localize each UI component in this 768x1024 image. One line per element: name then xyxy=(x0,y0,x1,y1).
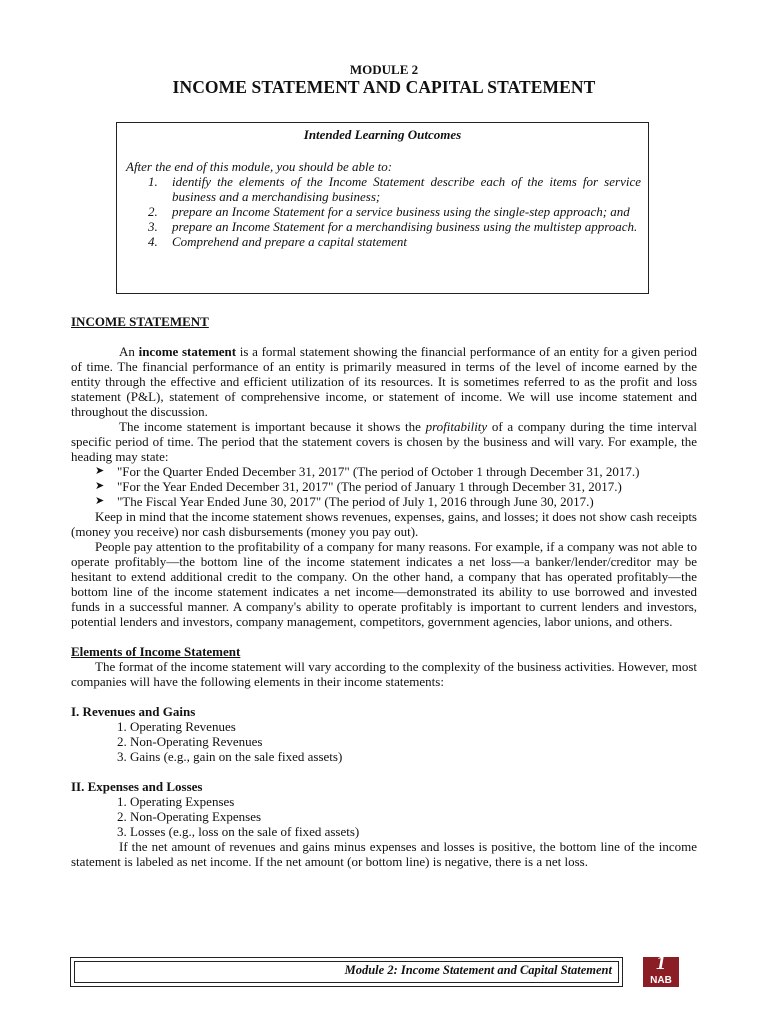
learning-outcomes-box xyxy=(116,122,649,294)
list-item-text: "The Fiscal Year Ended June 30, 2017" (The period of July 1, 2016 through June 30, 2017.) xyxy=(117,494,594,509)
revenues-list xyxy=(71,719,697,764)
learning-outcomes-list xyxy=(148,174,641,249)
subheading-expenses-losses: II. Expenses and Losses xyxy=(71,779,203,794)
list-item: 1. Operating Revenues xyxy=(117,719,236,734)
list-item xyxy=(71,464,697,479)
subheading-revenues-gains: I. Revenues and Gains xyxy=(71,704,196,719)
module-title: INCOME STATEMENT AND CAPITAL STATEMENT xyxy=(172,77,596,97)
paragraph-net-income-loss: If the net amount of revenues and gains minus expenses and losses is positive, the bottom line of the income statement is labeled as net income. If the net amount (or bottom line) is negative, there is a net loss. xyxy=(71,839,697,869)
paragraph-profitability-reasons: People pay attention to the profitability of a company for many reasons. For example, if a company was not able to operate profitably—the bottom line of the income statement indicates a net loss—a banker/lender/creditor may be hesitant to extend additional credit to the company. On the other hand, a company that has operated profitably—the bottom line of the income statement indicates a net income—demonstrated its ability to use borrowed and invested funds in a successful manner. A company's ability to operate profitably is important to current lenders and investors, potential lenders and investors, company management, competitors, government agencies, labor unions, and others. xyxy=(71,539,697,629)
arrow-bullet-icon: ➤ xyxy=(95,495,105,507)
learning-outcomes-intro: After the end of this module, you should be able to: xyxy=(126,159,393,174)
text-run: The income statement is important because it shows the xyxy=(119,419,426,434)
page-number: 1 xyxy=(656,952,666,974)
module-number: MODULE 2 xyxy=(349,62,419,77)
paragraph-elements-intro: The format of the income statement will vary according to the complexity of the business activities. However, most companies will have the following elements in their income statements: xyxy=(71,659,697,689)
section-heading-elements: Elements of Income Statement xyxy=(71,644,241,659)
list-item: 2. Non-Operating Revenues xyxy=(117,734,263,749)
learning-outcomes-title: Intended Learning Outcomes xyxy=(303,127,462,142)
learning-outcome-item xyxy=(148,204,641,219)
footer-frame xyxy=(70,957,623,987)
badge-label: NAB xyxy=(650,975,672,986)
footer-title: Module 2: Income Statement and Capital Statement xyxy=(344,963,612,977)
outcome-text: prepare an Income Statement for a service business using the single-step approach; and xyxy=(172,204,630,219)
arrow-bullet-icon: ➤ xyxy=(95,480,105,492)
text-run: An xyxy=(119,344,139,359)
learning-outcome-item xyxy=(148,234,641,249)
document-body xyxy=(71,314,697,869)
learning-outcome-item xyxy=(148,174,641,204)
list-item: 1. Operating Expenses xyxy=(117,794,235,809)
outcome-number: 3. xyxy=(148,219,158,234)
paragraph-importance xyxy=(71,419,697,464)
paragraph-keep-in-mind: Keep in mind that the income statement shows revenues, expenses, gains, and losses; it does not show cash receipts (money you receive) nor cash disbursements (money you pay out). xyxy=(71,509,697,539)
learning-outcome-item xyxy=(148,219,641,234)
list-item: 3. Losses (e.g., loss on the sale of fixed assets) xyxy=(117,824,360,839)
heading-examples-list xyxy=(71,464,697,509)
page-badge xyxy=(643,952,679,987)
list-item xyxy=(71,494,697,509)
outcome-text: prepare an Income Statement for a merchandising business using the multistep approach. xyxy=(172,219,638,234)
paragraph-definition xyxy=(71,344,697,419)
list-item: 3. Gains (e.g., gain on the sale fixed assets) xyxy=(117,749,343,764)
list-item: 2. Non-Operating Expenses xyxy=(117,809,262,824)
outcome-number: 2. xyxy=(148,204,158,219)
term-profitability: profitability xyxy=(425,419,488,434)
expenses-list xyxy=(71,794,697,839)
outcome-text: Comprehend and prepare a capital statement xyxy=(172,234,408,249)
list-item xyxy=(71,479,697,494)
text-run: is a formal statement showing the financial performance of an entity for a given period of time. The financial performance of an entity is primarily measured in terms of the level of income earned by the entity through the effective and efficient utilization of its resources. It is sometimes referred to as the profit and loss statement (P&L), statement of comprehensive income, or statement of income. We will use income statement and throughout the discussion. xyxy=(71,344,698,419)
text-run: of a company during the time interval specific period of time. The period that the statement covers is chosen by the business and will vary. For example, the heading may state: xyxy=(71,419,697,464)
outcome-number: 4. xyxy=(148,234,158,249)
section-heading-income-statement: INCOME STATEMENT xyxy=(71,314,209,329)
term-income-statement: income statement xyxy=(138,344,237,359)
outcome-text: identify the elements of the Income Statement describe each of the items for service business and a merchandising business; xyxy=(172,174,641,204)
list-item-text: "For the Quarter Ended December 31, 2017" (The period of October 1 through December 31, 2017.) xyxy=(117,464,640,479)
outcome-number: 1. xyxy=(148,174,158,189)
arrow-bullet-icon: ➤ xyxy=(95,465,105,477)
list-item-text: "For the Year Ended December 31, 2017" (The period of January 1 through December 31, 2017.) xyxy=(117,479,622,494)
